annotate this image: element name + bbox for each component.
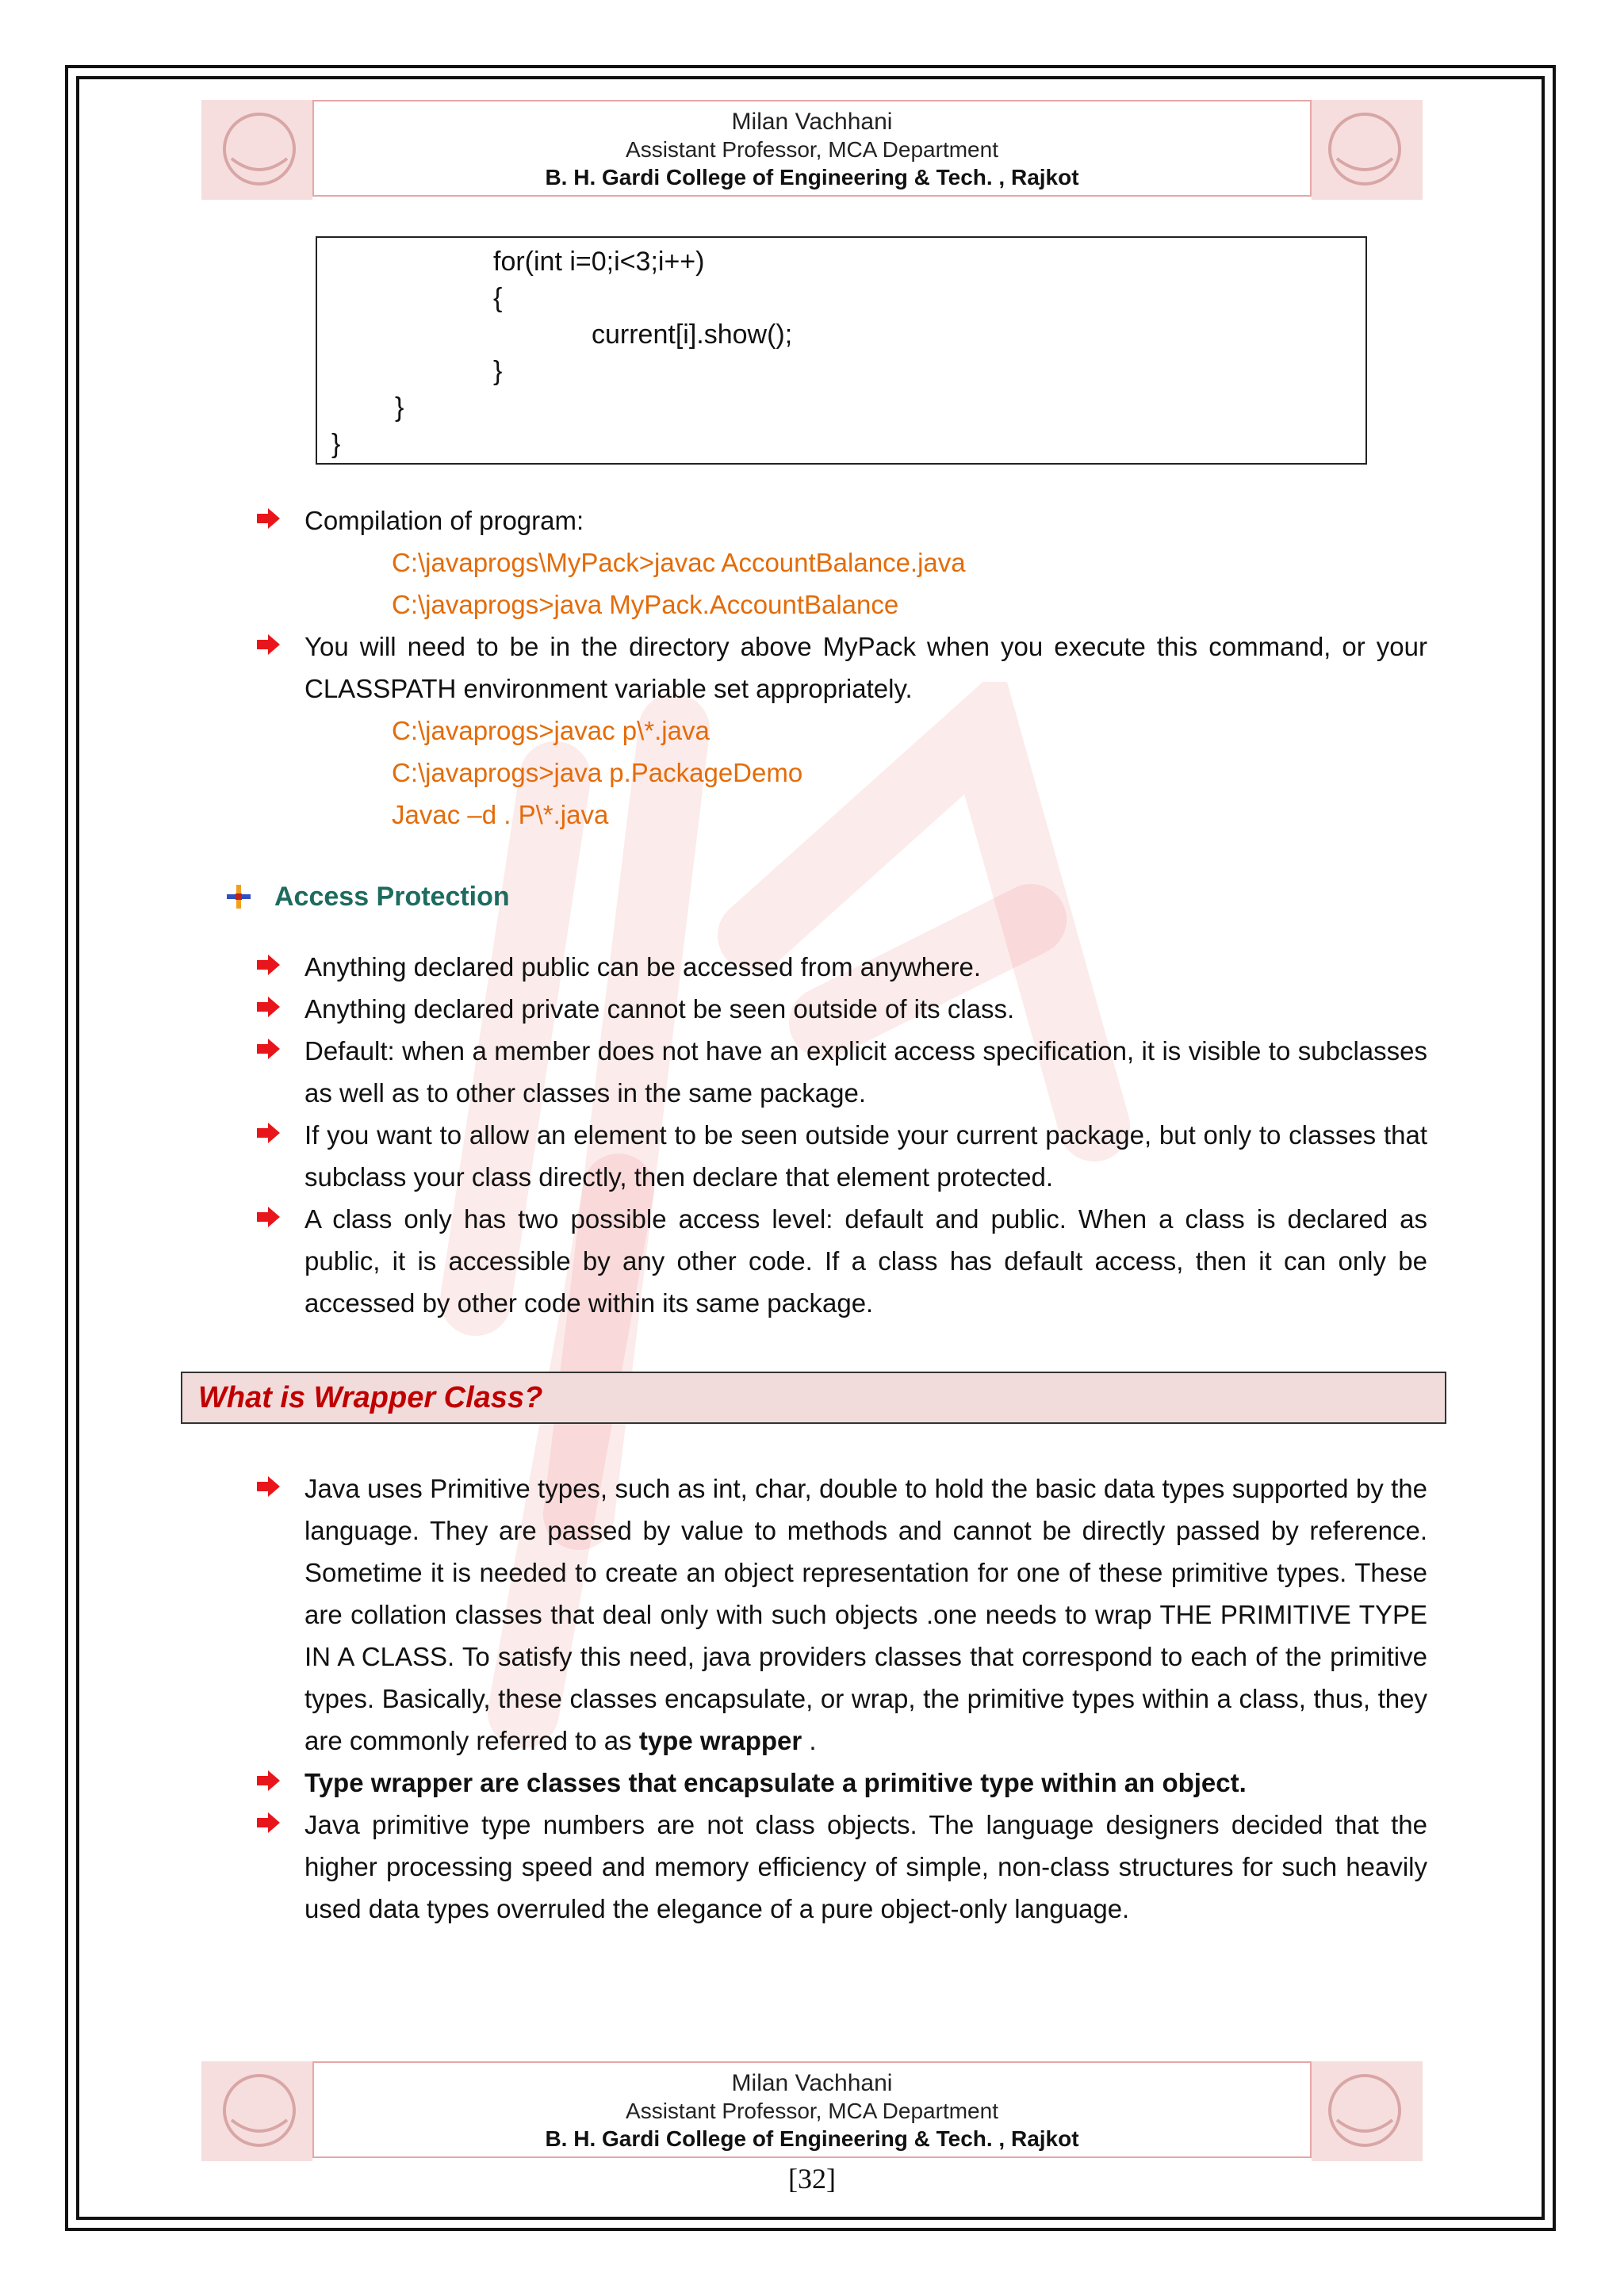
college-name: B. H. Gardi College of Engineering & Tech. , Rajkot bbox=[545, 2126, 1079, 2151]
wrapper-paragraph-end: . bbox=[802, 1726, 817, 1755]
primitive-types-note: Java primitive type numbers are not class objects. The language designers decided that the higher processing speed and memory efficiency of simple, non-class structures for such heavily used data types overruled the elegance of a pure object-only language. bbox=[304, 1810, 1427, 1923]
wrapper-paragraph-text: Java uses Primitive types, such as int, char, double to hold the basic data types supported by the language. They are passed by value to methods and cannot be directly passed by reference. Sometime it is needed to create an object representation for one of these primitive types. These are collation classes that deal only with such objects .one needs to wrap THE PRIMITIVE TYPE IN A CLASS. To satisfy this need, java providers classes that correspond to each of the primitive types. Basically, these classes encapsulate, or wrap, the primitive types within a class, thus, they are commonly referred to as bbox=[304, 1474, 1427, 1755]
code-line: } bbox=[493, 356, 503, 386]
header-info-box bbox=[312, 100, 1312, 197]
type-wrapper-term: type wrapper bbox=[638, 1726, 802, 1755]
author-position: Assistant Professor, MCA Department bbox=[626, 2099, 998, 2123]
section-bullet-icon bbox=[225, 883, 252, 910]
arrow-bullet-icon bbox=[255, 1812, 281, 1834]
access-protection-heading: Access Protection bbox=[274, 882, 510, 912]
header-logo-left bbox=[201, 100, 312, 200]
footer-logo-left bbox=[201, 2061, 312, 2161]
footer-logo-right bbox=[1312, 2061, 1423, 2161]
arrow-bullet-icon bbox=[255, 507, 281, 530]
directory-note: You will need to be in the directory above MyPack when you execute this command, or your CLASSPATH environment variable set appropriately. bbox=[304, 632, 1427, 703]
code-line: } bbox=[331, 429, 341, 459]
college-seal-icon bbox=[1321, 2071, 1408, 2150]
access-item: Default: when a member does not have an explicit access specification, it is visible to subclasses as well as to other classes in the same package. bbox=[304, 1036, 1427, 1108]
access-item: Anything declared public can be accessed from anywhere. bbox=[304, 952, 981, 982]
author-position: Assistant Professor, MCA Department bbox=[626, 137, 998, 162]
author-name: Milan Vachhani bbox=[731, 2070, 893, 2096]
footer-info-box bbox=[312, 2061, 1312, 2158]
code-block bbox=[316, 236, 1367, 465]
access-item: Anything declared private cannot be seen outside of its class. bbox=[304, 994, 1015, 1024]
command-line: Javac –d . P\*.java bbox=[392, 800, 609, 829]
command-line: C:\javaprogs>java MyPack.AccountBalance bbox=[392, 590, 899, 619]
command-line: C:\javaprogs>javac p\*.java bbox=[392, 716, 710, 745]
arrow-bullet-icon bbox=[255, 1475, 281, 1498]
type-wrapper-definition: Type wrapper are classes that encapsulate a primitive type within an object. bbox=[304, 1768, 1247, 1797]
college-seal-icon bbox=[216, 2071, 303, 2150]
wrapper-paragraph bbox=[304, 1468, 1427, 1762]
page-number: [32] bbox=[788, 2163, 836, 2195]
college-seal-icon bbox=[1321, 109, 1408, 189]
access-item: A class only has two possible access level: default and public. When a class is declared as public, it is accessible by any other code. If a class has default access, then it can only be accessed by other code within its same package. bbox=[304, 1204, 1427, 1318]
command-line: C:\javaprogs>java p.PackageDemo bbox=[392, 758, 803, 787]
arrow-bullet-icon bbox=[255, 996, 281, 1018]
arrow-bullet-icon bbox=[255, 1122, 281, 1144]
compilation-label: Compilation of program: bbox=[304, 506, 584, 535]
arrow-bullet-icon bbox=[255, 954, 281, 976]
page-footer bbox=[201, 2061, 1423, 2161]
code-line: current[i].show(); bbox=[592, 320, 793, 350]
code-line: { bbox=[493, 283, 503, 313]
author-name: Milan Vachhani bbox=[731, 109, 893, 135]
arrow-bullet-icon bbox=[255, 1770, 281, 1792]
arrow-bullet-icon bbox=[255, 1206, 281, 1228]
arrow-bullet-icon bbox=[255, 1038, 281, 1060]
arrow-bullet-icon bbox=[255, 633, 281, 656]
page-header bbox=[201, 100, 1423, 200]
code-line: for(int i=0;i<3;i++) bbox=[493, 247, 705, 277]
college-seal-icon bbox=[216, 109, 303, 189]
header-logo-right bbox=[1312, 100, 1423, 200]
college-name: B. H. Gardi College of Engineering & Tech. , Rajkot bbox=[545, 165, 1079, 189]
code-line: } bbox=[395, 392, 404, 423]
wrapper-class-heading: What is Wrapper Class? bbox=[198, 1381, 543, 1414]
command-line: C:\javaprogs\MyPack>javac AccountBalance.java bbox=[392, 548, 966, 577]
wrapper-class-heading-box bbox=[181, 1372, 1446, 1424]
access-item: If you want to allow an element to be seen outside your current package, but only to classes that subclass your class directly, then declare that element protected. bbox=[304, 1120, 1427, 1192]
